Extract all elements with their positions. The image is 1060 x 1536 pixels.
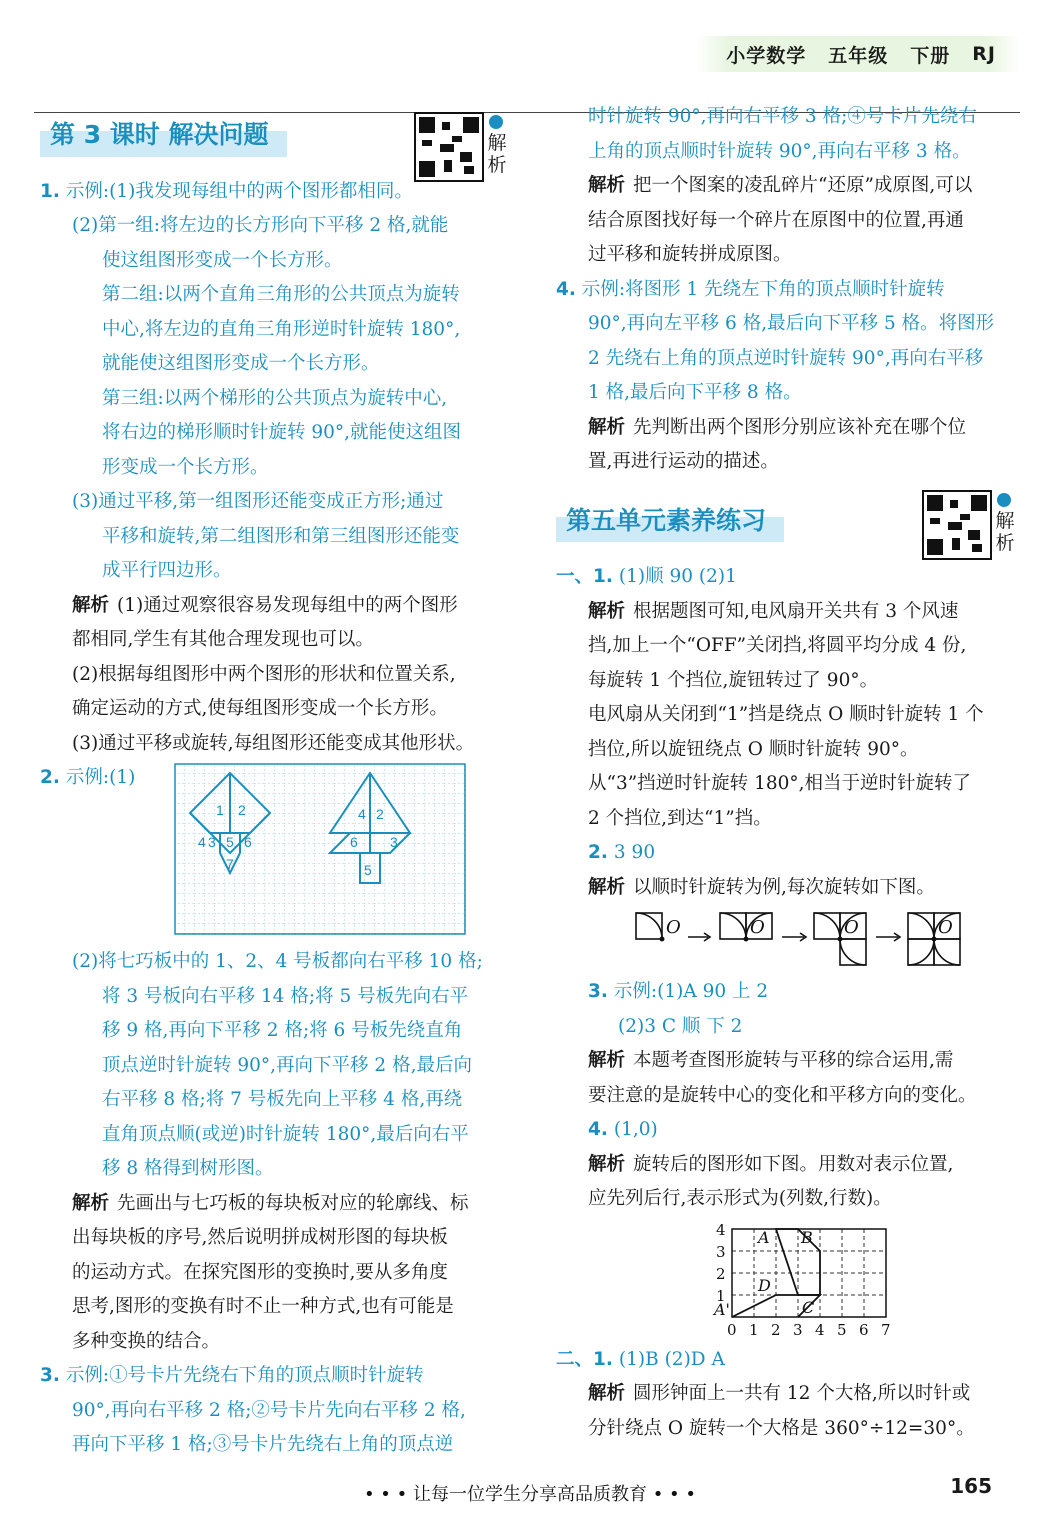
q1-analysis: (3)通过平移或旋转,每组图形还能变成其他形状。 — [72, 732, 475, 754]
q3-line: 3. 示例:①号卡片先绕右下角的顶点顺时针旋转 — [40, 1365, 424, 1386]
q4-analysis: 解析 先判断出两个图形分别应该补充在哪个位 — [588, 416, 967, 438]
q1-p5: 平移和旋转,第二组图形和第三组图形还能变 — [102, 525, 460, 547]
unit-q2-analysis: 解析 以顺时针旋转为例,每次旋转如下图。 — [588, 876, 935, 898]
unit-q3-analysis: 要注意的是旋转中心的变化和平移方向的变化。 — [588, 1084, 977, 1106]
y-tick: 3 — [716, 1242, 726, 1261]
piece-label: 5 — [226, 834, 234, 850]
x-tick: 5 — [837, 1320, 847, 1339]
q1-analysis: (2)根据每组图形中两个图形的形状和位置关系, — [72, 663, 456, 685]
q2-analysis: 的运动方式。在探究图形的变换时,要从多角度 — [72, 1261, 448, 1283]
q2-p2: 移 9 格,再向下平移 2 格;将 6 号板先绕直角 — [102, 1020, 463, 1041]
piece-label: 6 — [350, 834, 358, 850]
unit-q1-analysis: 从“3”挡逆时针旋转 180°,相当于逆时针旋转了 — [588, 773, 972, 794]
qr-label: 解析 — [995, 510, 1015, 554]
piece-label: 1 — [216, 802, 224, 818]
q4-analysis: 置,再进行运动的描述。 — [588, 451, 779, 472]
piece-label: 4 — [198, 834, 206, 850]
point-label-o: O — [750, 917, 765, 938]
unit-q3: (2)3 C 顺 下 2 — [618, 1015, 743, 1037]
q4-line: 4. 示例:将图形 1 先绕左下角的顶点顺时针旋转 — [556, 278, 945, 300]
q1-p4: 第三组:以两个梯形的公共顶点为旋转中心, — [102, 387, 448, 409]
q2-analysis: 出每块板的序号,然后说明拼成树形图的每块板 — [72, 1227, 448, 1248]
y-tick: 4 — [716, 1220, 726, 1239]
x-tick: 1 — [749, 1320, 759, 1339]
q3-line: 90°,再向右平移 2 格;②号卡片先向右平移 2 格, — [72, 1399, 466, 1421]
unit-q1-analysis: 挡,加上一个“OFF”关闭挡,将圆平均分成 4 份, — [588, 635, 967, 656]
point-label: A' — [714, 1299, 730, 1319]
piece-label: 2 — [238, 802, 246, 818]
q4-line: 2 先绕右上角的顶点逆时针旋转 90°,再向右平移 — [588, 347, 984, 369]
q1-p2: 使这组图形变成一个长方形。 — [102, 249, 343, 271]
x-tick: 7 — [881, 1320, 891, 1339]
q3-analysis: 过平移和旋转拼成原图。 — [588, 244, 792, 265]
unit-q4: 4. (1,0) — [588, 1119, 658, 1140]
header-grade: 五年级 — [828, 44, 889, 67]
header-edition: RJ — [972, 43, 996, 65]
piece-label: 3 — [208, 834, 216, 850]
point-label-o: O — [844, 917, 859, 938]
piece-label: 2 — [376, 806, 384, 822]
q1-line: 1. 示例:(1)我发现每组中的两个图形都相同。 — [40, 180, 413, 202]
q3-cont: 时针旋转 90°,再向右平移 3 格;④号卡片先绕右 — [588, 106, 977, 127]
piece-label: 4 — [358, 806, 366, 822]
unit-title: 第五单元素养练习 — [556, 500, 784, 543]
q3-cont: 上角的顶点顺时针旋转 90°,再向右平移 3 格。 — [588, 140, 971, 162]
q4-line: 90°,再向左平移 6 格,最后向下平移 5 格。将图形 — [588, 313, 995, 334]
unit-part2-analysis: 解析 圆形钟面上一共有 12 个大格,所以时针或 — [588, 1383, 971, 1404]
q2-analysis: 思考,图形的变换有时不止一种方式,也有可能是 — [72, 1296, 454, 1317]
point-label: A — [758, 1227, 770, 1247]
q1-analysis: 确定运动的方式,使每组图形变成一个长方形。 — [72, 698, 448, 719]
piece-label: 7 — [226, 856, 234, 872]
x-tick: 2 — [771, 1320, 781, 1339]
q2-analysis: 多种变换的结合。 — [72, 1330, 221, 1352]
q1-analysis: 都相同,学生有其他合理发现也可以。 — [72, 629, 374, 650]
q1-p3: 中心,将左边的直角三角形逆时针旋转 180°, — [102, 318, 461, 340]
q3-line: 再向下平移 1 格;③号卡片先绕右上角的顶点逆 — [72, 1434, 454, 1455]
header-volume: 下册 — [910, 44, 951, 67]
unit-q1-analysis: 解析 根据题图可知,电风扇开关共有 3 个风速 — [588, 600, 959, 622]
footer-slogan: • • • 让每一位学生分享高品质教育 • • • — [363, 1484, 697, 1505]
q2-p2: 直角顶点顺(或逆)时针旋转 180°,最后向右平 — [102, 1123, 469, 1145]
y-tick: 1 — [716, 1286, 726, 1305]
unit-part2-analysis: 分针绕点 O 旋转一个大格是 360°÷12=30°。 — [588, 1417, 975, 1439]
unit-q1: 一、1. (1)顺 90 (2)1 — [556, 566, 737, 587]
piece-label: 6 — [244, 834, 252, 850]
unit-q3: 3. 示例:(1)A 90 上 2 — [588, 981, 769, 1002]
section-title: 第 3 课时 解决问题 — [40, 114, 287, 157]
point-label-o: O — [666, 917, 681, 938]
q3-analysis: 结合原图找好每一个碎片在原图中的位置,再通 — [588, 209, 964, 231]
left-column — [40, 100, 510, 1463]
q2-analysis: 解析 先画出与七巧板的每块板对应的轮廓线、标 — [72, 1192, 469, 1214]
q1-p3: 第二组:以两个直角三角形的公共顶点为旋转 — [102, 284, 460, 305]
unit-q1-analysis: 电风扇从关闭到“1”挡是绕点 O 顺时针旋转 1 个 — [588, 704, 984, 725]
q4-line: 1 格,最后向下平移 8 格。 — [588, 382, 802, 403]
unit-q1-analysis: 挡位,所以旋钮绕点 O 顺时针旋转 90°。 — [588, 738, 919, 760]
page-number: 165 — [950, 1474, 992, 1498]
rotation-figure — [632, 909, 972, 971]
unit-q2: 2. 3 90 — [588, 842, 656, 863]
unit-q4-analysis: 应先列后行,表示形式为(列数,行数)。 — [588, 1188, 892, 1209]
x-tick: 6 — [859, 1320, 869, 1339]
q2-block: 2. 示例:(1) 1 2 3 4 5 6 7 4 2 6 3 5 — [40, 761, 510, 945]
page-header — [696, 36, 1020, 72]
q2-p2: 移 8 格得到树形图。 — [102, 1158, 274, 1179]
tangram-figure — [174, 763, 466, 935]
q2-p2: 将 3 号板向右平移 14 格;将 5 号板先向右平 — [102, 985, 469, 1007]
q1-p5: (3)通过平移,第一组图形还能变成正方形;通过 — [72, 491, 444, 512]
point-label: D — [758, 1275, 771, 1295]
q2-p2: 顶点逆时针旋转 90°,再向下平移 2 格,最后向 — [102, 1054, 472, 1076]
q1-p4: 形变成一个长方形。 — [102, 456, 269, 478]
x-tick: 3 — [793, 1320, 803, 1339]
unit-q1-analysis: 每旋转 1 个挡位,旋钮转过了 90°。 — [588, 669, 879, 691]
unit-q3-analysis: 解析 本题考查图形旋转与平移的综合运用,需 — [588, 1050, 954, 1071]
right-column — [556, 100, 1018, 1446]
unit-q1-analysis: 2 个挡位,到达“1”挡。 — [588, 807, 772, 829]
q2-p2: (2)将七巧板中的 1、2、4 号板都向右平移 10 格; — [72, 951, 483, 972]
unit-part2: 二、1. (1)B (2)D A — [556, 1348, 725, 1370]
x-tick: 0 — [727, 1320, 737, 1339]
unit-q4-analysis: 解析 旋转后的图形如下图。用数对表示位置, — [588, 1153, 954, 1175]
q2-p2: 右平移 8 格;将 7 号板先向上平移 4 格,再绕 — [102, 1089, 463, 1110]
q1-p4: 将右边的梯形顺时针旋转 90°,就能使这组图 — [102, 422, 462, 443]
x-tick: 4 — [815, 1320, 825, 1339]
point-label: B — [801, 1227, 813, 1247]
q3-analysis: 解析 把一个图案的凌乱碎片“还原”成原图,可以 — [588, 175, 973, 196]
header-subject: 小学数学 — [726, 44, 807, 67]
q1-analysis: 解析 (1)通过观察很容易发现每组中的两个图形 — [72, 594, 458, 616]
piece-label: 5 — [364, 862, 372, 878]
piece-label: 3 — [390, 834, 398, 850]
point-label-o: O — [938, 917, 953, 938]
point-label: C — [802, 1297, 815, 1317]
q1-p5: 成平行四边形。 — [102, 560, 232, 581]
y-tick: 2 — [716, 1264, 726, 1283]
coordinate-grid-figure — [706, 1221, 896, 1339]
q1-p3: 就能使这组图形变成一个长方形。 — [102, 353, 380, 374]
qr-label: 解析 — [487, 132, 507, 176]
q1-p2: (2)第一组:将左边的长方形向下平移 2 格,就能 — [72, 215, 449, 236]
